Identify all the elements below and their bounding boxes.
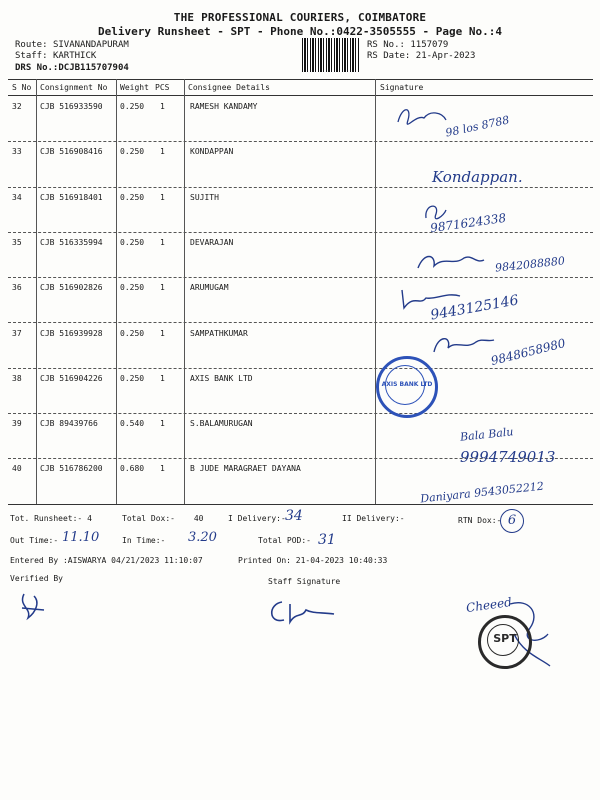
handwriting-row-35: 9842088880 xyxy=(494,254,566,275)
row-weight: 0.540 xyxy=(120,419,145,429)
row-sno: 36 xyxy=(12,283,22,293)
total-runsheet: Tot. Runsheet:- 4 xyxy=(10,514,92,523)
row-consignment-no: CJB 516908416 xyxy=(40,147,103,157)
row-sno: 35 xyxy=(12,237,22,247)
printed-on: Printed On: 21-04-2023 10:40:33 xyxy=(238,556,388,565)
col-header-signature: Signature xyxy=(380,83,424,92)
table-header-border xyxy=(8,95,593,96)
signature-row-35 xyxy=(414,248,494,278)
table-row xyxy=(0,369,600,414)
row-pcs: 1 xyxy=(160,237,165,247)
row-consignment-no: CJB 89439766 xyxy=(40,419,98,429)
table-bottom-border xyxy=(8,504,593,505)
row-weight: 0.250 xyxy=(120,328,145,338)
row-sno: 40 xyxy=(12,464,22,474)
total-dox xyxy=(122,514,203,523)
drs-label: DRS No.: xyxy=(15,63,59,73)
handwriting-row-36: 9443125146 xyxy=(429,292,520,324)
axis-stamp-text: AXIS BANK LTD xyxy=(381,381,433,388)
row-consignee: KONDAPPAN xyxy=(190,147,234,157)
drs-value: DCJB115707904 xyxy=(58,63,129,73)
document-subtitle: Delivery Runsheet - SPT - Phone No.:0422-3505555 - Page No.:4 xyxy=(98,25,502,38)
handwriting-row-32: 98 los 8788 xyxy=(444,113,511,140)
verified-by-signature xyxy=(14,588,54,628)
row-weight: 0.250 xyxy=(120,373,145,383)
row-consignment-no: CJB 516902826 xyxy=(40,283,103,293)
row-consignee: DEVARAJAN xyxy=(190,237,234,247)
handwriting-row-39-name: Bala Balu xyxy=(459,425,515,444)
row-consignee: S.BALAMURUGAN xyxy=(190,419,253,429)
staff-signature-label: Staff Signature xyxy=(268,577,341,586)
in-time: In Time:- xyxy=(122,536,166,545)
row-weight: 0.680 xyxy=(120,464,145,474)
total-pod: Total POD:- xyxy=(258,536,311,545)
row-weight: 0.250 xyxy=(120,147,145,157)
barcode xyxy=(302,38,360,72)
row-pcs: 1 xyxy=(160,328,165,338)
handwriting-bottom-signature: Cheeed xyxy=(465,594,513,616)
total-dox-value: 40 xyxy=(193,514,204,523)
handwriting-delivery-count: 34 xyxy=(285,508,303,524)
row-consignee: AXIS BANK LTD xyxy=(190,373,253,383)
handwriting-row-34: 9871624338 xyxy=(429,210,507,236)
drs-line xyxy=(15,63,129,73)
row-weight: 0.250 xyxy=(120,237,145,247)
document-title: THE PROFESSIONAL COURIERS, COIMBATORE xyxy=(173,11,427,24)
row-sno: 37 xyxy=(12,328,22,338)
row-pcs: 1 xyxy=(160,464,165,474)
axis-bank-stamp xyxy=(376,356,438,418)
row-sno: 32 xyxy=(12,102,22,111)
row-pcs: 1 xyxy=(160,283,165,293)
i-delivery: I Delivery:- xyxy=(228,514,286,523)
row-sno: 33 xyxy=(12,147,22,157)
handwriting-row-39-phone: 9994749013 xyxy=(460,448,556,466)
row-sno: 38 xyxy=(12,373,22,383)
row-pcs: 1 xyxy=(160,373,165,383)
rs-no-value: 1157079 xyxy=(410,40,449,50)
row-consignment-no: CJB 516904226 xyxy=(40,373,103,383)
row-weight: 0.250 xyxy=(120,283,145,293)
handwriting-row-33: Kondappan. xyxy=(432,168,523,186)
row-pcs: 1 xyxy=(160,102,165,111)
col-header-sno: S No xyxy=(12,83,32,92)
row-pcs: 1 xyxy=(160,192,165,202)
col-header-consignment: Consignment No xyxy=(40,83,108,92)
handwriting-out-time: 11.10 xyxy=(62,530,100,545)
row-consignee: ARUMUGAM xyxy=(190,283,229,293)
row-consignment-no: CJB 516933590 xyxy=(40,102,103,111)
row-consignee: SAMPATHKUMAR xyxy=(190,328,248,338)
handwriting-row-37: 9848658980 xyxy=(489,335,567,369)
rs-no-label: RS No.: xyxy=(367,40,405,50)
handwriting-rtn: 6 xyxy=(507,513,517,528)
row-consignee: RAMESH KANDAMY xyxy=(190,102,258,111)
verified-by: Verified By xyxy=(10,574,63,583)
row-consignment-no: CJB 516939928 xyxy=(40,328,103,338)
row-pcs: 1 xyxy=(160,419,165,429)
row-consignment-no: CJB 516918401 xyxy=(40,192,103,202)
row-weight: 0.250 xyxy=(120,192,145,202)
col-header-pcs: PCS xyxy=(155,83,170,92)
total-dox-label: Total Dox:- xyxy=(122,514,175,523)
rs-no-line xyxy=(367,40,448,50)
row-consignment-no: CJB 516335994 xyxy=(40,237,103,247)
staff-label: Staff: xyxy=(15,51,48,61)
rs-date-line xyxy=(367,51,475,61)
col-header-consignee: Consignee Details xyxy=(188,83,270,92)
row-consignment-no: CJB 516786200 xyxy=(40,464,103,474)
route-line xyxy=(15,40,129,50)
row-weight: 0.250 xyxy=(120,102,145,111)
entered-by: Entered By :AISWARYA 04/21/2023 11:10:07 xyxy=(10,556,203,565)
ii-delivery: II Delivery:- xyxy=(342,514,405,523)
row-sno: 39 xyxy=(12,419,22,429)
row-sno: 34 xyxy=(12,192,22,202)
row-pcs: 1 xyxy=(160,147,165,157)
rtn-circle xyxy=(500,509,524,533)
rs-date-value: 21-Apr-2023 xyxy=(415,51,476,61)
staff-signature xyxy=(262,594,352,630)
row-consignee: SUJITH xyxy=(190,192,219,202)
table-top-border xyxy=(8,79,593,80)
rtn-dox: RTN Dox:- xyxy=(458,516,502,525)
handwriting-row-40: Daniyara 9543052212 xyxy=(419,479,545,506)
out-time: Out Time:- xyxy=(10,536,59,545)
staff-value: KARTHICK xyxy=(52,51,97,61)
handwriting-in-time: 3.20 xyxy=(188,530,217,545)
row-consignee: B JUDE MARAGRAET DAYANA xyxy=(190,464,301,474)
table-row xyxy=(0,97,600,142)
route-label: Route: xyxy=(15,40,48,50)
col-header-weight: Weight xyxy=(120,83,149,92)
route-value: SIVANANDAPURAM xyxy=(52,40,129,50)
table-row xyxy=(0,188,600,236)
spt-stamp xyxy=(478,615,532,669)
handwriting-total-pod: 31 xyxy=(318,532,336,548)
rs-date-label: RS Date: xyxy=(367,51,411,61)
spt-stamp-text: SPT xyxy=(493,632,517,645)
staff-line xyxy=(15,51,96,61)
